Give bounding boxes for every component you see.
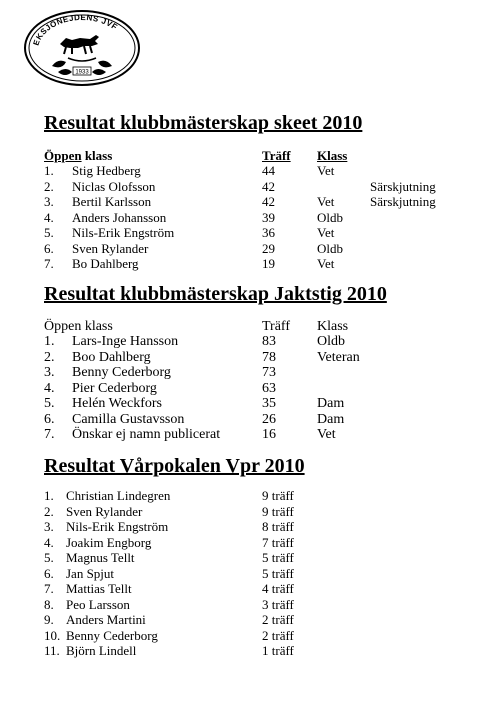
shooter-name: Önskar ej namn publicerat: [72, 427, 221, 442]
class-label: Vet: [317, 225, 335, 240]
result: 2 träff: [262, 612, 294, 627]
hits: 44: [262, 163, 275, 178]
class-label: Vet: [317, 194, 335, 209]
varpokalen-result-row: [0, 535, 500, 551]
rank: 1.: [44, 488, 54, 503]
club-logo: [22, 8, 142, 88]
shooter-name: Jan Spjut: [66, 565, 115, 581]
shooter-name: Sven Rylander: [66, 503, 143, 519]
jaktstig-header-class: Klass: [317, 319, 349, 334]
skeet-result-row: [0, 256, 500, 272]
result: 4 träff: [262, 581, 294, 596]
skeet-header-hits: Träff: [262, 148, 291, 163]
class-label: Dam: [317, 411, 345, 427]
hits: 35: [262, 396, 276, 411]
rank: 4.: [44, 209, 54, 225]
rank: 5.: [44, 550, 54, 565]
shooter-name: Anders Martini: [66, 612, 146, 627]
shooter-name: Björn Lindell: [66, 643, 137, 658]
varpokalen-title: Resultat Vårpokalen Vpr 2010: [44, 455, 305, 477]
skeet-result-row: [0, 241, 500, 257]
shooter-name: Christian Lindegren: [66, 488, 171, 503]
shooter-name: Nils-Erik Engström: [66, 519, 169, 534]
rank: 9.: [44, 612, 54, 627]
rank: 6.: [44, 240, 54, 256]
skeet-result-row: [0, 225, 500, 241]
shooter-name: Joakim Engborg: [66, 534, 152, 550]
result: 9 träff: [262, 488, 294, 503]
hits: 83: [262, 334, 276, 349]
note: Särskjutning: [370, 178, 436, 194]
rank: 10.: [44, 627, 61, 643]
skeet-result-row: [0, 194, 500, 210]
result: 8 träff: [262, 519, 294, 534]
logo-year: 1933: [75, 69, 89, 76]
varpokalen-result-row: [0, 643, 500, 659]
shooter-name: Anders Johansson: [72, 209, 167, 225]
hits: 78: [262, 349, 276, 365]
shooter-name: Benny Cederborg: [72, 365, 171, 380]
result: 3 träff: [262, 596, 294, 612]
class-label: Vet: [317, 256, 335, 271]
class-label: Veteran: [317, 349, 360, 365]
hits: 73: [262, 365, 276, 380]
jaktstig-header-row: [0, 319, 500, 335]
hits: 39: [262, 209, 275, 225]
hits: 36: [262, 225, 275, 240]
jaktstig-header-label: Öppen klass: [44, 319, 113, 334]
rank: 6.: [44, 565, 54, 581]
rank: 5.: [44, 396, 55, 411]
shooter-name: Stig Hedberg: [72, 163, 141, 178]
rank: 3.: [44, 365, 55, 380]
hits: 42: [262, 194, 275, 209]
varpokalen-result-row: [0, 488, 500, 504]
rank: 2.: [44, 503, 54, 519]
class-label: Vet: [317, 163, 335, 178]
shooter-name: Boo Dahlberg: [72, 349, 151, 365]
rank: 4.: [44, 534, 54, 550]
skeet-result-row: [0, 179, 500, 195]
rank: 3.: [44, 519, 54, 534]
jaktstig-result-row: [0, 350, 500, 366]
note: Särskjutning: [370, 194, 436, 209]
shooter-name: Bo Dahlberg: [72, 256, 139, 271]
jaktstig-result-row: [0, 412, 500, 428]
hits: 16: [262, 427, 276, 442]
rank: 2.: [44, 349, 55, 365]
shooter-name: Helén Weckfors: [72, 396, 162, 411]
class-label: Oldb: [317, 334, 345, 349]
hits: 26: [262, 411, 276, 427]
rank: 2.: [44, 178, 54, 194]
skeet-header-class-word: klass: [84, 148, 113, 163]
shooter-name: Niclas Olofsson: [72, 178, 156, 194]
varpokalen-result-row: [0, 612, 500, 628]
result: 5 träff: [262, 550, 294, 565]
jaktstig-result-row: [0, 396, 500, 412]
rank: 6.: [44, 411, 55, 427]
jaktstig-result-row: [0, 365, 500, 381]
jaktstig-result-row: [0, 334, 500, 350]
hits: 19: [262, 256, 275, 271]
shooter-name: Mattias Tellt: [66, 581, 132, 596]
jaktstig-result-row: [0, 427, 500, 443]
hits: 29: [262, 240, 275, 256]
shooter-name: Benny Cederborg: [66, 627, 158, 643]
shooter-name: Lars-Inge Hansson: [72, 334, 179, 349]
shooter-name: Pier Cederborg: [72, 380, 157, 396]
class-label: Oldb: [317, 240, 343, 256]
skeet-header-row: [0, 148, 500, 164]
jaktstig-header-hits: Träff: [262, 319, 291, 334]
varpokalen-result-row: [0, 581, 500, 597]
skeet-title: Resultat klubbmästerskap skeet 2010: [44, 112, 363, 134]
jaktstig-title: Resultat klubbmästerskap Jaktstig 2010: [44, 283, 387, 305]
rank: 7.: [44, 581, 54, 596]
result: 2 träff: [262, 627, 294, 643]
rank: 11.: [44, 643, 60, 658]
varpokalen-result-row: [0, 504, 500, 520]
varpokalen-result-row: [0, 628, 500, 644]
varpokalen-result-row: [0, 519, 500, 535]
shooter-name: Sven Rylander: [72, 240, 149, 256]
shooter-name: Magnus Tellt: [66, 550, 135, 565]
class-label: Vet: [317, 427, 336, 442]
skeet-result-row: [0, 210, 500, 226]
rank: 4.: [44, 380, 55, 396]
rank: 5.: [44, 225, 54, 240]
club-emblem-icon: [22, 8, 142, 88]
varpokalen-result-row: [0, 550, 500, 566]
result: 9 träff: [262, 503, 294, 519]
rank: 1.: [44, 163, 54, 178]
class-label: Oldb: [317, 209, 343, 225]
varpokalen-result-row: [0, 566, 500, 582]
rank: 7.: [44, 256, 54, 271]
jaktstig-result-row: [0, 381, 500, 397]
shooter-name: Camilla Gustavsson: [72, 411, 185, 427]
rank: 1.: [44, 334, 55, 349]
shooter-name: Bertil Karlsson: [72, 194, 152, 209]
result: 1 träff: [262, 643, 294, 658]
shooter-name: Nils-Erik Engström: [72, 225, 175, 240]
skeet-result-row: [0, 163, 500, 179]
hits: 63: [262, 380, 276, 396]
skeet-header-class: Klass: [317, 148, 348, 163]
result: 5 träff: [262, 565, 294, 581]
result: 7 träff: [262, 534, 294, 550]
shooter-name: Peo Larsson: [66, 596, 130, 612]
logo-ring-text: EKSJÖNEJDENS JVF: [31, 12, 120, 47]
skeet-header-open: Öppen: [44, 148, 82, 163]
rank: 7.: [44, 427, 55, 442]
rank: 8.: [44, 596, 54, 612]
hits: 42: [262, 178, 275, 194]
varpokalen-result-row: [0, 597, 500, 613]
rank: 3.: [44, 194, 54, 209]
class-label: Dam: [317, 396, 345, 411]
